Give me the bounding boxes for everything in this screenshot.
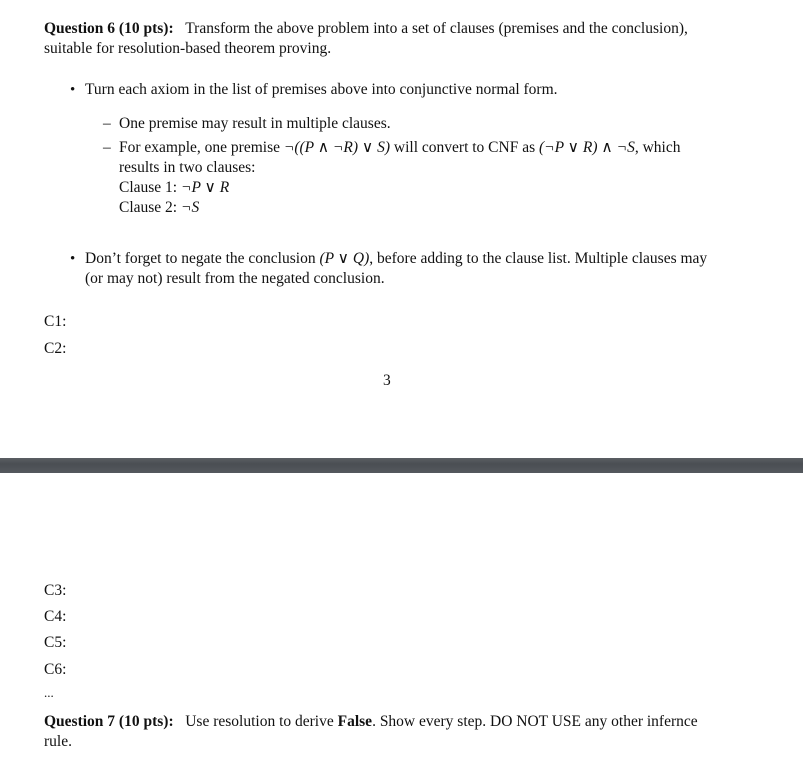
bullet-2-line2: (or may not) result from the negated conclusion. <box>85 270 385 287</box>
sub-bullet-1-dash: – <box>103 115 111 132</box>
question-6-text-line2: suitable for resolution-based theorem proving. <box>44 40 332 57</box>
clause-label-c5: C5: <box>44 634 67 651</box>
bullet-2-part1: Don’t forget to negate the conclusion <box>85 250 320 267</box>
page-number: 3 <box>383 372 391 389</box>
bullet-2-part2: , before adding to the clause list. Multiple clauses may <box>369 250 708 267</box>
question-6-heading: Question 6 (10 pts): <box>44 20 174 37</box>
clause-1-formula: ¬P ∨ R <box>181 179 230 196</box>
clause-2-label: Clause 2: <box>119 199 181 216</box>
clause-1-label: Clause 1: <box>119 179 181 196</box>
question-7-text-line2: rule. <box>44 733 72 750</box>
question-6-paragraph <box>44 19 744 59</box>
clause-label-c6: C6: <box>44 661 67 678</box>
clause-2-formula: ¬S <box>181 199 200 216</box>
question-7-false-keyword: False <box>337 713 373 730</box>
sub-bullet-1-text: One premise may result in multiple clauses. <box>119 115 391 132</box>
sub-bullet-2-dash: – <box>103 139 111 156</box>
clause-label-c2: C2: <box>44 340 67 357</box>
example-premise-formula: ¬((P ∧ ¬R) ∨ S) <box>283 139 391 156</box>
question-7-paragraph <box>44 712 744 752</box>
conclusion-formula: (P ∨ Q) <box>319 250 370 267</box>
bullet-2-dot: • <box>70 251 76 267</box>
example-text-line2: results in two clauses: <box>119 159 256 176</box>
example-cnf-formula: (¬P ∨ R) ∧ ¬S <box>539 139 635 156</box>
clause-label-c3: C3: <box>44 582 67 599</box>
sub-bullet-2-text <box>119 138 744 218</box>
question-6-text-line1: Transform the above problem into a set of clauses (premises and the conclusion), <box>185 20 688 37</box>
page-separator <box>0 458 803 473</box>
question-7-text-part2: . Show every step. DO NOT USE any other infernce <box>372 713 698 730</box>
question-7-text-part1: Use resolution to derive <box>185 713 338 730</box>
ellipsis: ... <box>44 685 54 700</box>
bullet-1-dot: • <box>70 82 76 98</box>
example-text-part1: For example, one premise <box>119 139 284 156</box>
bullet-1-text: Turn each axiom in the list of premises above into conjunctive normal form. <box>85 81 558 98</box>
question-7-heading: Question 7 (10 pts): <box>44 713 174 730</box>
example-text-part2: will convert to CNF as <box>390 139 539 156</box>
bullet-2-text <box>85 249 745 289</box>
clause-label-c1: C1: <box>44 313 67 330</box>
example-text-part3: , which <box>634 139 681 156</box>
clause-label-c4: C4: <box>44 608 67 625</box>
